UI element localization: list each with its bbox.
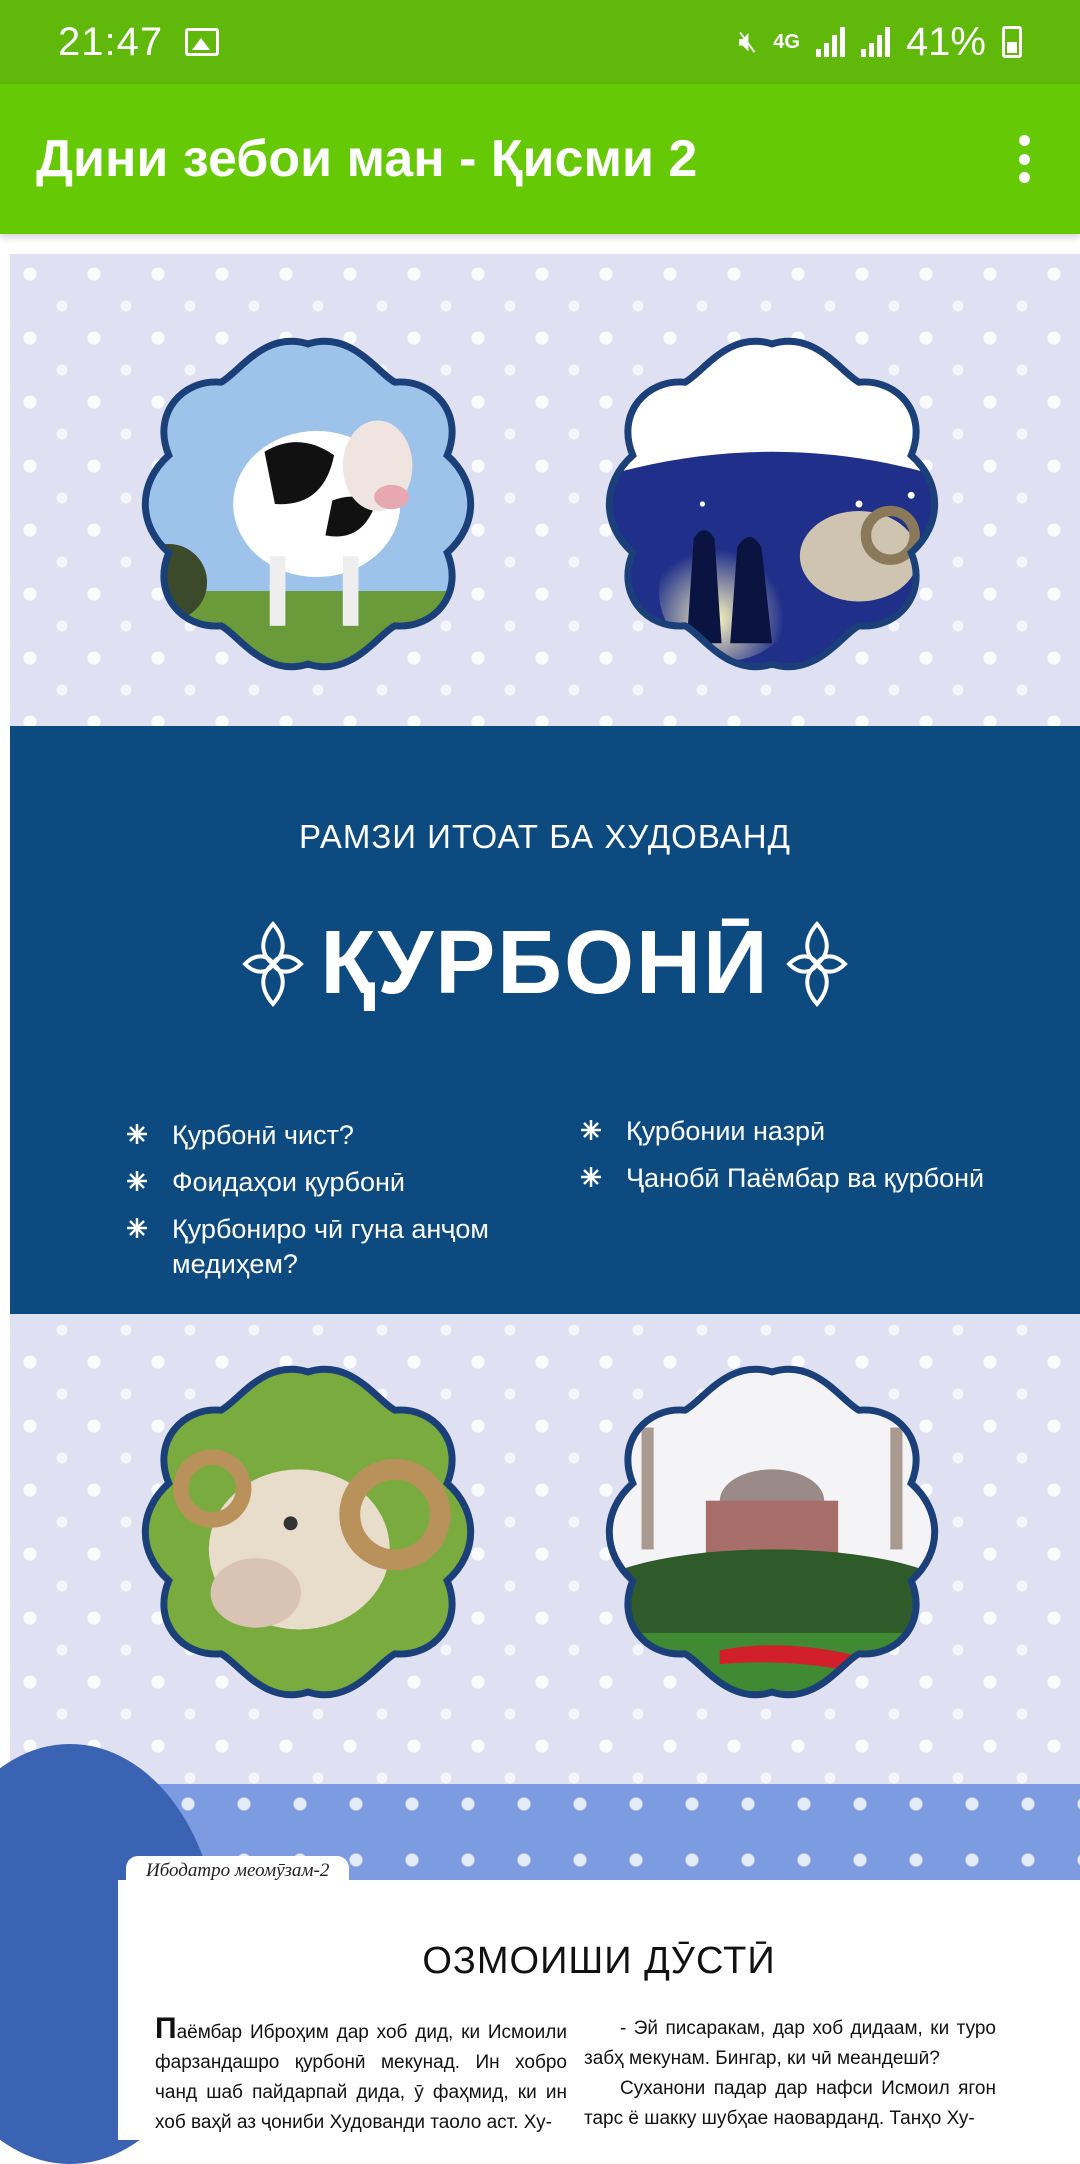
snowflake-icon (580, 1119, 602, 1141)
list-item (580, 1161, 1060, 1196)
ornament-icon (240, 919, 306, 1009)
list-item (126, 1118, 546, 1153)
page-tab-label: Ибодатро меомӯзам-2 (126, 1856, 349, 1886)
topic-text: Қурбонии назрӣ (626, 1116, 826, 1146)
paragraph-text: - Эй писаракам, дар хоб дидаам, ки туро забҳ мекунам. Бингар, ки чӣ меандешӣ? (584, 2018, 996, 2069)
ornament-icon (784, 919, 850, 1009)
topic-text: Қурбониро чӣ гуна анҷом медиҳем? (172, 1214, 489, 1280)
network-type-label: 4G (773, 31, 800, 53)
signal-icon (861, 27, 890, 57)
chapter-subtitle: РАМЗИ ИТОАТ БА ХУДОВАНД (299, 818, 791, 855)
snowflake-icon (126, 1217, 148, 1239)
battery-percent: 41% (905, 19, 986, 64)
paragraph-text: аёмбар Иброҳим дар хоб дид, ки Исмоили фарзандашро қурбонӣ мекунад. Ин хобро чанд шаб пайдарпай дида, ӯ фаҳмид, ки ин хоб ваҳй аз ҷониби Худованди таоло аст. Ху- (155, 2022, 567, 2133)
paragraph-text: Суханони падар дар нафси Исмоил ягон тарс ё шакку шубҳае наоварданд. Танҳо Ху- (584, 2078, 996, 2129)
chapter-title-row (10, 912, 1080, 1015)
chapter-title: ҚУРБОНӢ (320, 913, 770, 1013)
night-ram-illustration (598, 330, 946, 678)
app-title: Дини зебои ман - Қисми 2 (36, 130, 698, 188)
status-bar (0, 0, 1080, 84)
section-title: ОЗМОИШИ ДӮСТӢ (422, 1940, 776, 1982)
dropcap-letter: П (155, 2012, 177, 2045)
mosque-photo (598, 1358, 946, 1706)
battery-charging-icon (1002, 26, 1022, 58)
text-column-left (155, 2014, 567, 2138)
topic-list-left (126, 1118, 546, 1294)
app-bar (0, 84, 1080, 234)
topic-text: Фоидаҳои қурбонӣ (172, 1167, 405, 1198)
list-item (126, 1165, 546, 1200)
status-time: 21:47 (58, 19, 164, 64)
gallery-icon (185, 28, 219, 56)
text-column-right (584, 2014, 996, 2134)
ram-photo (134, 1358, 482, 1706)
topic-list-right (580, 1114, 1060, 1208)
list-item (126, 1212, 546, 1282)
topic-text: Қурбонӣ чист? (172, 1120, 354, 1150)
mute-vibrate-icon: 🔇︎ (738, 25, 758, 58)
more-vert-icon[interactable] (1004, 129, 1044, 189)
signal-icon (816, 27, 845, 57)
status-icons (738, 20, 1022, 65)
cow-photo (134, 330, 482, 678)
chapter-title-band (10, 726, 1080, 1314)
snowflake-icon (580, 1166, 602, 1188)
snowflake-icon (126, 1170, 148, 1192)
snowflake-icon (126, 1123, 148, 1145)
topic-text: Ҷанобӣ Паёмбар ва қурбонӣ (626, 1163, 985, 1194)
list-item (580, 1114, 1060, 1149)
